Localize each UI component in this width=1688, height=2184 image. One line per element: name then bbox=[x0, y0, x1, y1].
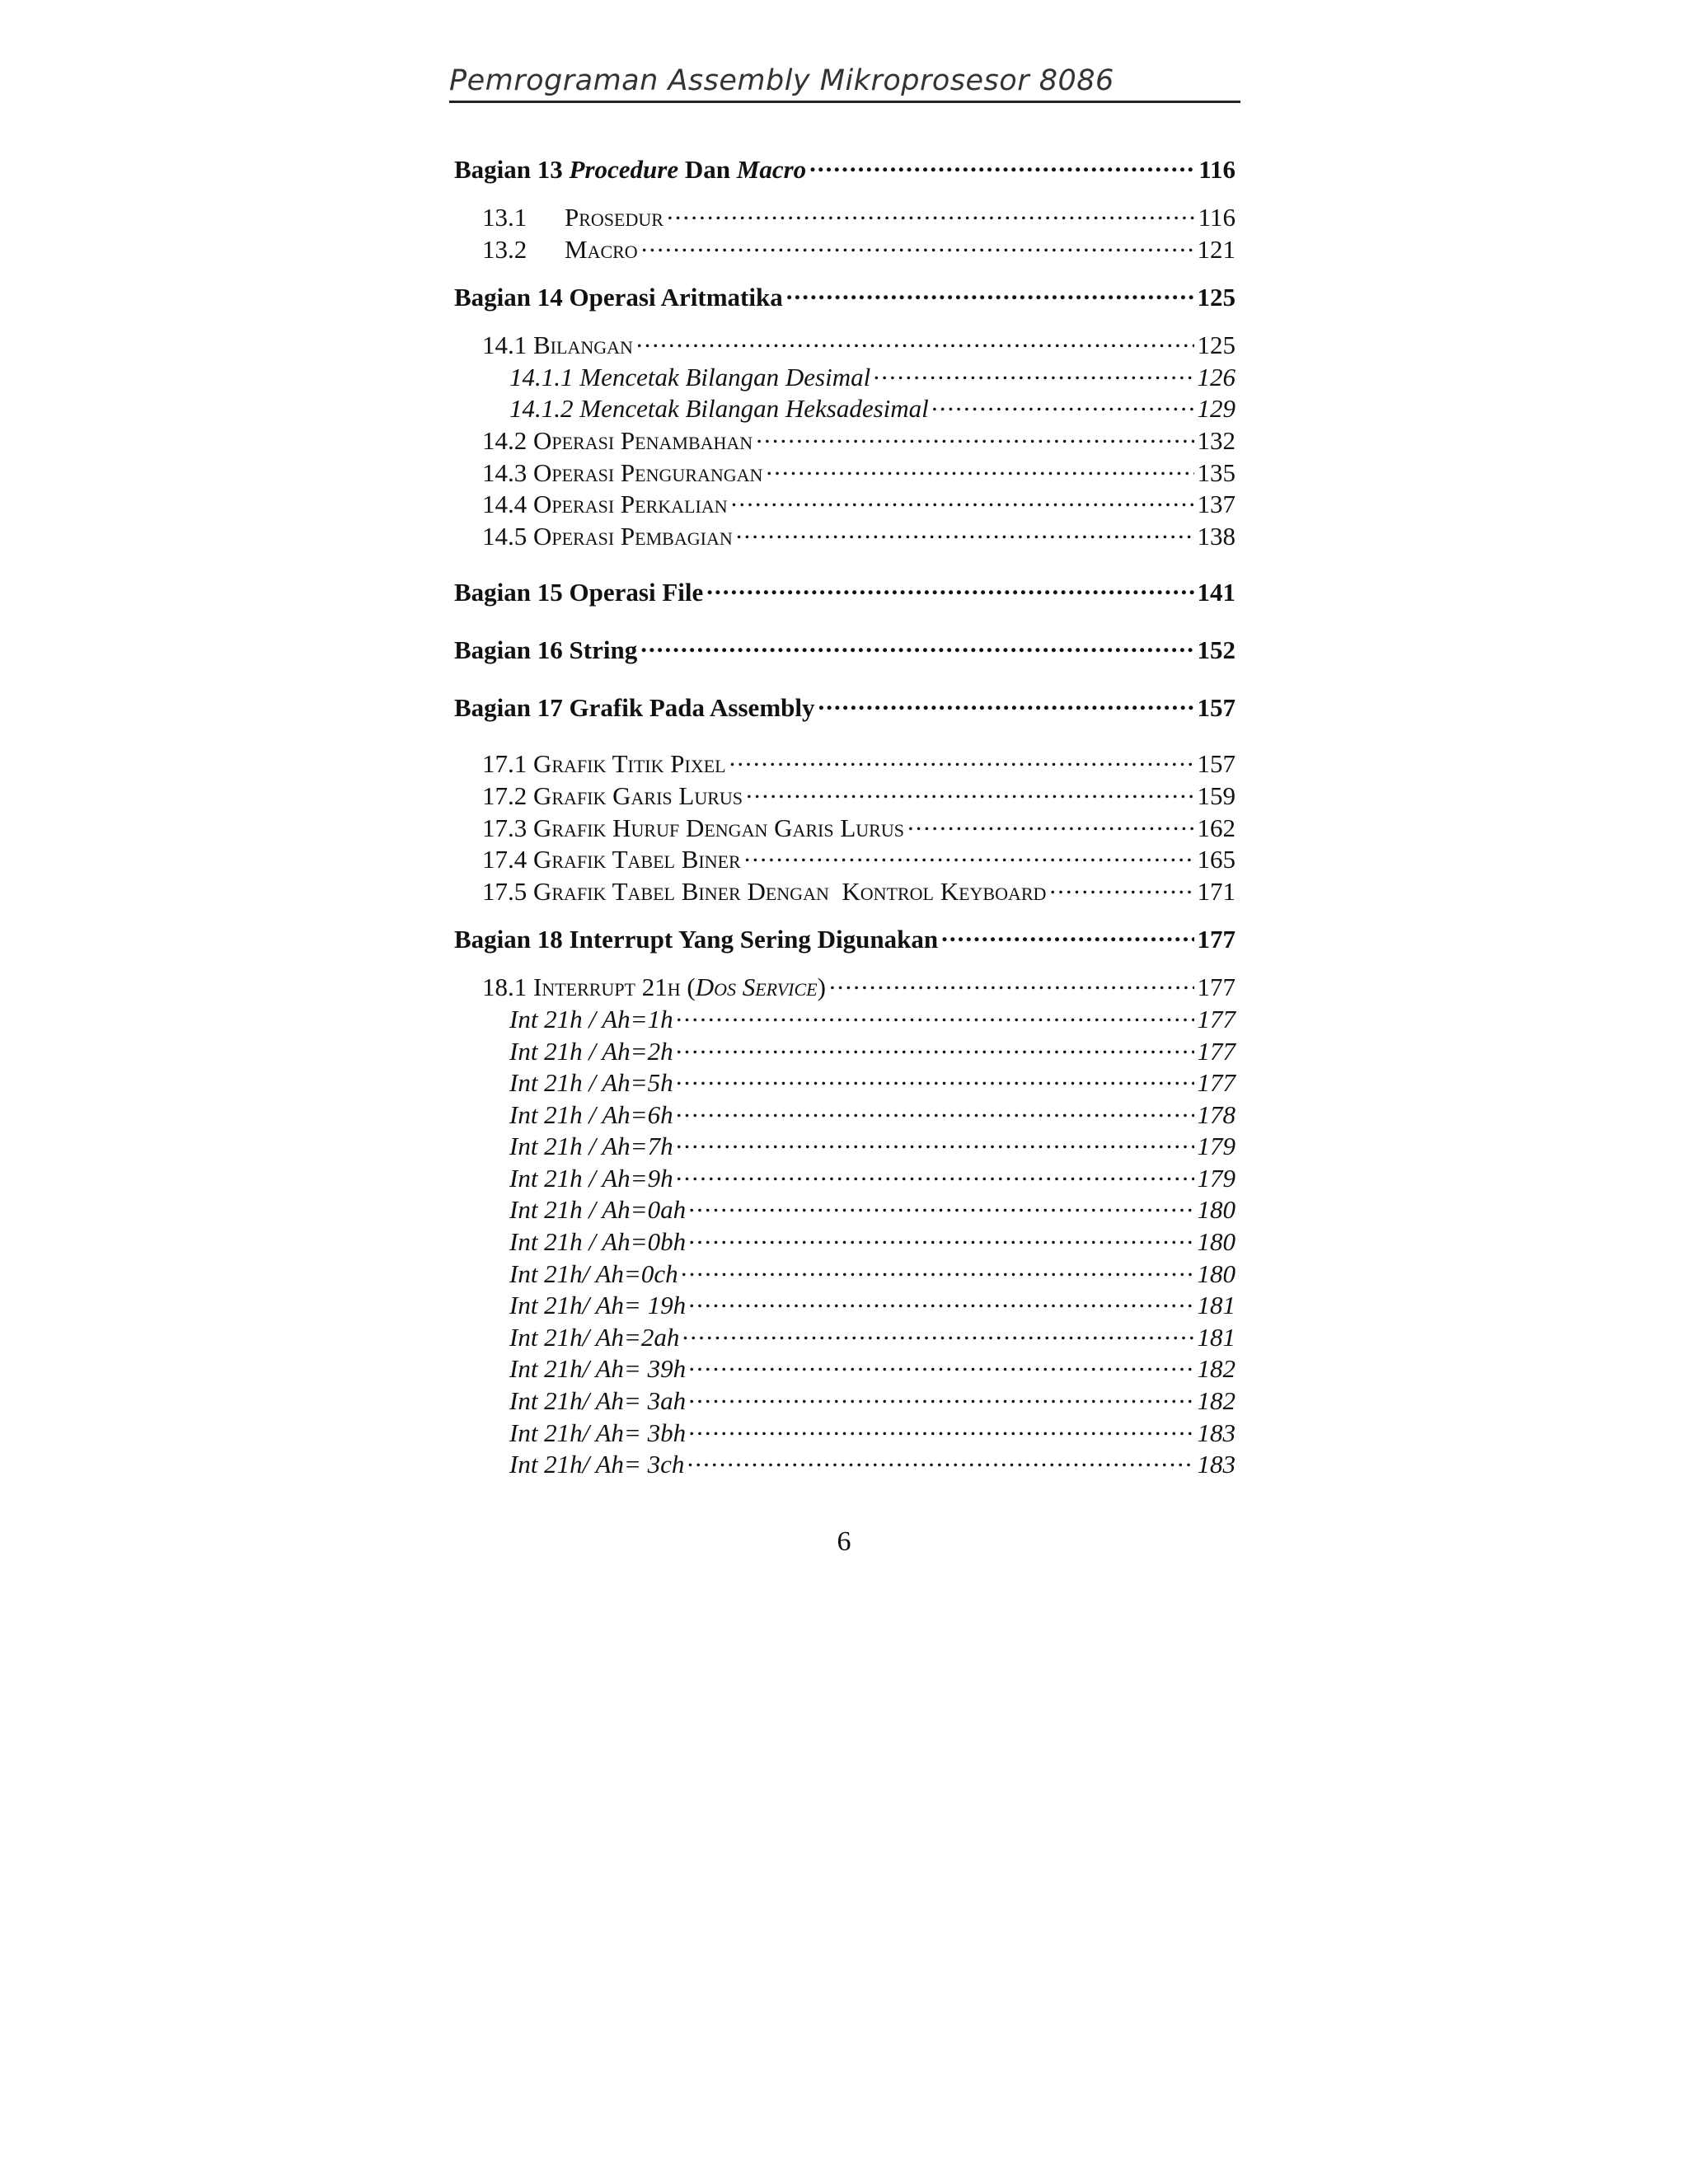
toc-chapter-title: Bagian 13 Procedure Dan Macro bbox=[454, 155, 807, 184]
toc-section-17-4[interactable] bbox=[454, 842, 1236, 874]
table-of-contents bbox=[454, 152, 1236, 1479]
toc-subsection-14-1-1[interactable] bbox=[454, 360, 1236, 392]
toc-interrupt-entry[interactable] bbox=[454, 1034, 1236, 1066]
dot-leader bbox=[667, 200, 1195, 226]
toc-page-number: 180 bbox=[1197, 1195, 1236, 1225]
toc-interrupt-entry[interactable] bbox=[454, 1161, 1236, 1193]
dot-leader bbox=[689, 1352, 1193, 1377]
toc-page-number: 157 bbox=[1197, 693, 1236, 723]
toc-chapter-14[interactable] bbox=[454, 280, 1236, 313]
toc-page-number: 183 bbox=[1197, 1450, 1236, 1479]
toc-interrupt-entry[interactable] bbox=[454, 1257, 1236, 1289]
toc-section-title: 14.4 Operasi Perkalian bbox=[482, 490, 728, 519]
page-number: 6 bbox=[837, 1526, 851, 1557]
toc-page-number: 152 bbox=[1197, 635, 1236, 665]
toc-section-14-2[interactable] bbox=[454, 424, 1236, 456]
toc-section-13-2[interactable] bbox=[454, 232, 1236, 265]
toc-page-number: 182 bbox=[1197, 1354, 1236, 1384]
toc-page-number: 182 bbox=[1197, 1386, 1236, 1416]
toc-page-number: 141 bbox=[1197, 578, 1236, 607]
toc-subsection-title: Int 21h / Ah=1h bbox=[509, 1004, 673, 1033]
toc-page-number: 177 bbox=[1197, 925, 1236, 954]
toc-section-title: 17.4 Grafik Tabel Biner bbox=[482, 845, 741, 874]
toc-interrupt-entry[interactable] bbox=[454, 1225, 1236, 1257]
toc-interrupt-entry[interactable] bbox=[454, 1002, 1236, 1034]
toc-subsection-title: Int 21h / Ah=9h bbox=[509, 1163, 673, 1193]
toc-section-title: 13.2 Macro bbox=[482, 234, 638, 264]
dot-leader bbox=[706, 575, 1193, 601]
toc-section-17-3[interactable] bbox=[454, 811, 1236, 843]
toc-page-number: 181 bbox=[1197, 1322, 1236, 1352]
toc-subsection-title: Int 21h/ Ah= 39h bbox=[509, 1354, 687, 1384]
dot-leader bbox=[641, 232, 1194, 258]
dot-leader bbox=[677, 1129, 1194, 1155]
toc-page-number: 121 bbox=[1197, 234, 1236, 264]
toc-page-number: 162 bbox=[1197, 813, 1236, 842]
toc-page-number: 183 bbox=[1197, 1418, 1236, 1447]
dot-leader bbox=[677, 1098, 1194, 1123]
toc-interrupt-entry[interactable] bbox=[454, 1098, 1236, 1130]
toc-subsection-title: Int 21h / Ah=0ah bbox=[509, 1195, 687, 1225]
toc-page-number: 138 bbox=[1197, 521, 1236, 551]
toc-interrupt-entry[interactable] bbox=[454, 1447, 1236, 1479]
dot-leader bbox=[729, 747, 1194, 772]
toc-section-17-2[interactable] bbox=[454, 779, 1236, 811]
toc-section-title: 18.1 Interrupt 21h (Dos Service) bbox=[482, 972, 826, 1002]
dot-leader bbox=[677, 1161, 1194, 1187]
toc-subsection-title: Int 21h / Ah=6h bbox=[509, 1099, 673, 1129]
toc-section-title: 14.2 Operasi Penambahan bbox=[482, 425, 753, 455]
toc-section-17-5[interactable] bbox=[454, 874, 1236, 907]
dot-leader bbox=[941, 922, 1193, 948]
toc-page-number: 177 bbox=[1197, 1036, 1236, 1066]
toc-chapter-16[interactable] bbox=[454, 633, 1236, 666]
dot-leader bbox=[731, 487, 1194, 513]
toc-section-14-5[interactable] bbox=[454, 519, 1236, 551]
dot-leader bbox=[689, 1225, 1193, 1250]
toc-subsection-title: Int 21h/ Ah= 3ah bbox=[509, 1386, 687, 1416]
toc-section-title: 14.1 Bilangan bbox=[482, 330, 633, 360]
dot-leader bbox=[756, 424, 1193, 449]
toc-interrupt-entry[interactable] bbox=[454, 1416, 1236, 1448]
toc-interrupt-entry[interactable] bbox=[454, 1384, 1236, 1416]
toc-subsection-title: Int 21h/ Ah=0ch bbox=[509, 1258, 678, 1288]
toc-page-number: 180 bbox=[1197, 1258, 1236, 1288]
toc-subsection-14-1-2[interactable] bbox=[454, 391, 1236, 424]
dot-leader bbox=[640, 633, 1193, 658]
toc-chapter-title: Bagian 18 Interrupt Yang Sering Digunakan bbox=[454, 925, 939, 954]
dot-leader bbox=[677, 1066, 1194, 1091]
toc-interrupt-entry[interactable] bbox=[454, 1129, 1236, 1161]
dot-leader bbox=[682, 1257, 1194, 1282]
toc-chapter-title: Bagian 16 String bbox=[454, 635, 638, 665]
toc-chapter-13[interactable] bbox=[454, 152, 1236, 185]
toc-page-number: 129 bbox=[1197, 394, 1236, 424]
dot-leader bbox=[682, 1320, 1193, 1346]
toc-interrupt-entry[interactable] bbox=[454, 1288, 1236, 1320]
dot-leader bbox=[874, 360, 1193, 386]
toc-page-number: 177 bbox=[1197, 1068, 1236, 1098]
dot-leader bbox=[736, 519, 1194, 545]
dot-leader bbox=[687, 1447, 1193, 1473]
toc-subsection-title: Int 21h/ Ah= 3ch bbox=[509, 1450, 685, 1479]
dot-leader bbox=[907, 811, 1194, 837]
toc-chapter-title: Bagian 17 Grafik Pada Assembly bbox=[454, 693, 815, 723]
dot-leader bbox=[786, 280, 1194, 306]
dot-leader bbox=[689, 1384, 1193, 1409]
toc-section-title: 17.2 Grafik Garis Lurus bbox=[482, 780, 743, 810]
toc-section-title: 17.5 Grafik Tabel Biner Dengan Kontrol Keyboard bbox=[482, 876, 1047, 906]
toc-chapter-title: Bagian 14 Operasi Aritmatika bbox=[454, 283, 783, 312]
toc-page-number: 171 bbox=[1197, 876, 1236, 906]
toc-section-title: 14.3 Operasi Pengurangan bbox=[482, 457, 763, 487]
running-header-title: Pemrograman Assembly Mikroprosesor 8086 bbox=[449, 64, 1114, 97]
dot-leader bbox=[689, 1288, 1193, 1314]
dot-leader bbox=[744, 842, 1194, 868]
toc-page-number: 181 bbox=[1197, 1291, 1236, 1320]
toc-section-title: 17.3 Grafik Huruf Dengan Garis Lurus bbox=[482, 813, 904, 842]
dot-leader bbox=[1049, 874, 1193, 900]
toc-page-number: 126 bbox=[1197, 362, 1236, 391]
toc-section-14-3[interactable] bbox=[454, 456, 1236, 488]
dot-leader bbox=[636, 328, 1194, 354]
dot-leader bbox=[809, 152, 1195, 178]
toc-page-number: 180 bbox=[1197, 1227, 1236, 1257]
toc-subsection-title: 14.1.1 Mencetak Bilangan Desimal bbox=[509, 362, 871, 391]
toc-page-number: 165 bbox=[1197, 845, 1236, 874]
toc-chapter-18[interactable] bbox=[454, 922, 1236, 955]
toc-section-18-1[interactable] bbox=[454, 970, 1236, 1002]
toc-interrupt-entry[interactable] bbox=[454, 1320, 1236, 1352]
toc-chapter-15[interactable] bbox=[454, 575, 1236, 608]
toc-subsection-title: Int 21h/ Ah= 3bh bbox=[509, 1418, 687, 1447]
toc-page-number: 132 bbox=[1197, 425, 1236, 455]
running-header bbox=[449, 64, 1240, 103]
toc-interrupt-entry[interactable] bbox=[454, 1193, 1236, 1225]
toc-page-number: 178 bbox=[1197, 1099, 1236, 1129]
toc-page-number: 177 bbox=[1197, 1004, 1236, 1033]
toc-page-number: 135 bbox=[1197, 457, 1236, 487]
toc-subsection-title: 14.1.2 Mencetak Bilangan Heksadesimal bbox=[509, 394, 929, 424]
toc-subsection-title: Int 21h / Ah=5h bbox=[509, 1068, 673, 1098]
toc-subsection-title: Int 21h/ Ah= 19h bbox=[509, 1291, 687, 1320]
dot-leader bbox=[677, 1034, 1194, 1060]
toc-page-number: 179 bbox=[1197, 1132, 1236, 1161]
dot-leader bbox=[677, 1002, 1194, 1028]
toc-page-number: 137 bbox=[1197, 490, 1236, 519]
toc-page-number: 125 bbox=[1197, 330, 1236, 360]
toc-section-17-1[interactable] bbox=[454, 747, 1236, 779]
toc-section-title: 17.1 Grafik Titik Pixel bbox=[482, 749, 726, 779]
toc-section-title: 14.5 Operasi Pembagian bbox=[482, 521, 733, 551]
toc-page-number: 177 bbox=[1197, 972, 1236, 1002]
toc-section-14-1[interactable] bbox=[454, 328, 1236, 360]
dot-leader bbox=[932, 391, 1194, 417]
toc-chapter-17[interactable] bbox=[454, 691, 1236, 724]
toc-section-13-1[interactable] bbox=[454, 200, 1236, 232]
toc-page-number: 116 bbox=[1198, 155, 1236, 184]
toc-interrupt-entry[interactable] bbox=[454, 1066, 1236, 1098]
toc-page-number: 159 bbox=[1197, 780, 1236, 810]
toc-page-number: 179 bbox=[1197, 1163, 1236, 1193]
toc-subsection-title: Int 21h/ Ah=2ah bbox=[509, 1322, 680, 1352]
toc-chapter-title: Bagian 15 Operasi File bbox=[454, 578, 704, 607]
toc-subsection-title: Int 21h / Ah=0bh bbox=[509, 1227, 687, 1257]
toc-subsection-title: Int 21h / Ah=2h bbox=[509, 1036, 673, 1066]
dot-leader bbox=[746, 779, 1193, 804]
toc-interrupt-entry[interactable] bbox=[454, 1352, 1236, 1384]
toc-page-number: 157 bbox=[1197, 749, 1236, 779]
toc-page-number: 125 bbox=[1197, 283, 1236, 312]
toc-section-14-4[interactable] bbox=[454, 487, 1236, 519]
toc-section-title: 13.1 Prosedur bbox=[482, 203, 663, 232]
dot-leader bbox=[689, 1416, 1193, 1441]
toc-page-number: 116 bbox=[1198, 203, 1236, 232]
dot-leader bbox=[829, 970, 1194, 996]
dot-leader bbox=[766, 456, 1193, 481]
toc-subsection-title: Int 21h / Ah=7h bbox=[509, 1132, 673, 1161]
dot-leader bbox=[818, 691, 1194, 716]
dot-leader bbox=[689, 1193, 1193, 1218]
